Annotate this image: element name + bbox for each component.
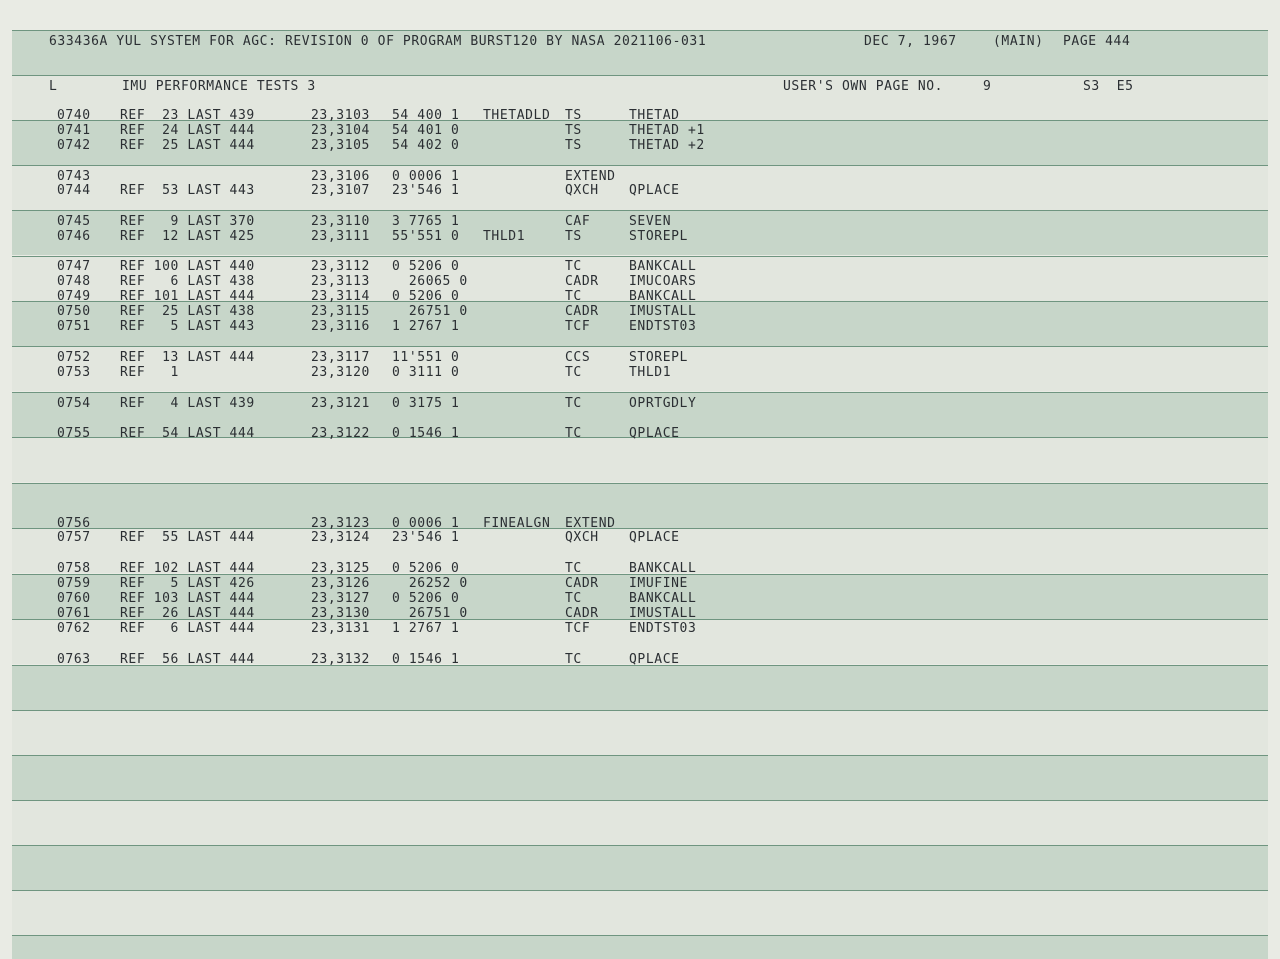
address: 23,3124 [311, 530, 370, 545]
octal-word: 3 7765 1 [392, 214, 460, 229]
operand: ENDTST03 [629, 319, 697, 334]
address: 23,3123 [311, 516, 370, 531]
address: 23,3112 [311, 259, 370, 274]
address: 23,3131 [311, 621, 370, 636]
line-number: 0761 [57, 606, 91, 621]
opcode: CADR [565, 304, 599, 319]
octal-word: 26252 0 [392, 576, 468, 591]
address: 23,3113 [311, 274, 370, 289]
octal-word: 0 0006 1 [392, 516, 460, 531]
band-rule [12, 528, 1268, 529]
operand: THETAD +1 [629, 123, 705, 138]
line-number: 0747 [57, 259, 91, 274]
line-number: 0756 [57, 516, 91, 531]
octal-word: 0 3111 0 [392, 365, 460, 380]
address: 23,3120 [311, 365, 370, 380]
line-number: 0759 [57, 576, 91, 591]
cross-reference: REF 1 [120, 365, 179, 380]
octal-word: 0 1546 1 [392, 652, 460, 667]
location-tag: FINEALGN [483, 516, 551, 531]
paper-band [12, 890, 1268, 935]
operand: THETAD [629, 108, 680, 123]
opcode: TC [565, 561, 582, 576]
band-rule [12, 890, 1268, 891]
opcode: QXCH [565, 183, 599, 198]
address: 23,3103 [311, 108, 370, 123]
opcode: TS [565, 123, 582, 138]
band-rule [12, 483, 1268, 484]
line-number: 0762 [57, 621, 91, 636]
operand: STOREPL [629, 229, 688, 244]
band-rule [12, 256, 1268, 257]
band-rule [12, 935, 1268, 936]
operand: BANKCALL [629, 591, 697, 606]
line-number: 0750 [57, 304, 91, 319]
opcode: EXTEND [565, 169, 616, 184]
opcode: CADR [565, 274, 599, 289]
paper-band [12, 710, 1268, 755]
opcode: TC [565, 426, 582, 441]
line-number: 0745 [57, 214, 91, 229]
octal-word: 0 5206 0 [392, 591, 460, 606]
listing-title: 633436A YUL SYSTEM FOR AGC: REVISION 0 OF PROGRAM BURST120 BY NASA 2021106-031 [49, 34, 707, 49]
octal-word: 54 402 0 [392, 138, 460, 153]
line-number: 0760 [57, 591, 91, 606]
octal-word: 11'551 0 [392, 350, 460, 365]
opcode: CAF [565, 214, 591, 229]
octal-word: 23'546 1 [392, 183, 460, 198]
paper-band [12, 437, 1268, 482]
paper-band [12, 800, 1268, 845]
operand: IMUCOARS [629, 274, 697, 289]
cross-reference: REF 24 LAST 444 [120, 123, 255, 138]
operand: BANKCALL [629, 259, 697, 274]
cross-reference: REF 25 LAST 444 [120, 138, 255, 153]
operand: ENDTST03 [629, 621, 697, 636]
cross-reference: REF 26 LAST 444 [120, 606, 255, 621]
line-number: 0755 [57, 426, 91, 441]
line-number: 0752 [57, 350, 91, 365]
line-number: 0751 [57, 319, 91, 334]
octal-word: 1 2767 1 [392, 621, 460, 636]
octal-word: 54 400 1 [392, 108, 460, 123]
octal-word: 23'546 1 [392, 530, 460, 545]
address: 23,3111 [311, 229, 370, 244]
opcode: TC [565, 591, 582, 606]
opcode: TS [565, 229, 582, 244]
address: 23,3130 [311, 606, 370, 621]
address: 23,3125 [311, 561, 370, 576]
opcode: CADR [565, 576, 599, 591]
band-rule [12, 346, 1268, 347]
address: 23,3105 [311, 138, 370, 153]
opcode: TC [565, 652, 582, 667]
paper-band [12, 483, 1268, 528]
sheet-codes: S3 E5 [1083, 79, 1134, 94]
cross-reference: REF 54 LAST 444 [120, 426, 255, 441]
address: 23,3126 [311, 576, 370, 591]
cross-reference: REF 6 LAST 438 [120, 274, 255, 289]
address: 23,3116 [311, 319, 370, 334]
line-number: 0757 [57, 530, 91, 545]
line-number: 0758 [57, 561, 91, 576]
operand: OPRTGDLY [629, 396, 697, 411]
band-rule [12, 165, 1268, 166]
band-rule [12, 710, 1268, 711]
address: 23,3117 [311, 350, 370, 365]
cross-reference: REF 12 LAST 425 [120, 229, 255, 244]
location-tag: THLD1 [483, 229, 526, 244]
cross-reference: REF 103 LAST 444 [120, 591, 255, 606]
operand: BANKCALL [629, 561, 697, 576]
user-page-number: 9 [983, 79, 992, 94]
paper-band [12, 935, 1268, 959]
opcode: TC [565, 259, 582, 274]
opcode: EXTEND [565, 516, 616, 531]
operand: QPLACE [629, 183, 680, 198]
octal-word: 26751 0 [392, 304, 468, 319]
operand: THETAD +2 [629, 138, 705, 153]
user-page-label: USER'S OWN PAGE NO. [783, 79, 944, 94]
line-number: 0749 [57, 289, 91, 304]
operand: QPLACE [629, 426, 680, 441]
cross-reference: REF 23 LAST 439 [120, 108, 255, 123]
address: 23,3110 [311, 214, 370, 229]
line-number: 0746 [57, 229, 91, 244]
line-number: 0742 [57, 138, 91, 153]
line-number: 0743 [57, 169, 91, 184]
operand: STOREPL [629, 350, 688, 365]
band-rule [12, 210, 1268, 211]
cross-reference: REF 6 LAST 444 [120, 621, 255, 636]
operand: QPLACE [629, 652, 680, 667]
paper-band [12, 845, 1268, 890]
operand: SEVEN [629, 214, 672, 229]
opcode: TS [565, 108, 582, 123]
octal-word: 26751 0 [392, 606, 468, 621]
octal-word: 0 3175 1 [392, 396, 460, 411]
band-rule [12, 392, 1268, 393]
cross-reference: REF 25 LAST 438 [120, 304, 255, 319]
cross-reference: REF 5 LAST 426 [120, 576, 255, 591]
cross-reference: REF 13 LAST 444 [120, 350, 255, 365]
location-tag: THETADLD [483, 108, 551, 123]
opcode: TC [565, 289, 582, 304]
opcode: TCF [565, 319, 591, 334]
cross-reference: REF 102 LAST 444 [120, 561, 255, 576]
paper-band [12, 665, 1268, 710]
subheader-mark: L [49, 79, 58, 94]
address: 23,3115 [311, 304, 370, 319]
opcode: QXCH [565, 530, 599, 545]
operand: BANKCALL [629, 289, 697, 304]
band-rule [12, 75, 1268, 76]
octal-word: 26065 0 [392, 274, 468, 289]
operand: QPLACE [629, 530, 680, 545]
operand: IMUFINE [629, 576, 688, 591]
line-number: 0741 [57, 123, 91, 138]
octal-word: 54 401 0 [392, 123, 460, 138]
address: 23,3107 [311, 183, 370, 198]
line-number: 0748 [57, 274, 91, 289]
address: 23,3127 [311, 591, 370, 606]
octal-word: 0 5206 0 [392, 561, 460, 576]
band-rule [12, 800, 1268, 801]
operand: IMUSTALL [629, 606, 697, 621]
opcode: TC [565, 396, 582, 411]
paper-band [12, 755, 1268, 800]
cross-reference: REF 100 LAST 440 [120, 259, 255, 274]
line-number: 0753 [57, 365, 91, 380]
section-title: IMU PERFORMANCE TESTS 3 [122, 79, 316, 94]
octal-word: 55'551 0 [392, 229, 460, 244]
cross-reference: REF 4 LAST 439 [120, 396, 255, 411]
opcode: TC [565, 365, 582, 380]
octal-word: 0 1546 1 [392, 426, 460, 441]
address: 23,3132 [311, 652, 370, 667]
address: 23,3106 [311, 169, 370, 184]
octal-word: 0 0006 1 [392, 169, 460, 184]
line-number: 0744 [57, 183, 91, 198]
cross-reference: REF 9 LAST 370 [120, 214, 255, 229]
line-number: 0754 [57, 396, 91, 411]
address: 23,3121 [311, 396, 370, 411]
cross-reference: REF 56 LAST 444 [120, 652, 255, 667]
opcode: TCF [565, 621, 591, 636]
opcode: TS [565, 138, 582, 153]
operand: IMUSTALL [629, 304, 697, 319]
opcode: CADR [565, 606, 599, 621]
octal-word: 0 5206 0 [392, 259, 460, 274]
cross-reference: REF 101 LAST 444 [120, 289, 255, 304]
octal-word: 1 2767 1 [392, 319, 460, 334]
band-rule [12, 845, 1268, 846]
band-rule [12, 755, 1268, 756]
octal-word: 0 5206 0 [392, 289, 460, 304]
address: 23,3122 [311, 426, 370, 441]
address: 23,3104 [311, 123, 370, 138]
line-number: 0763 [57, 652, 91, 667]
cross-reference: REF 53 LAST 443 [120, 183, 255, 198]
address: 23,3114 [311, 289, 370, 304]
listing-page-number: PAGE 444 [1063, 34, 1131, 49]
line-number: 0740 [57, 108, 91, 123]
opcode: CCS [565, 350, 591, 365]
band-rule [12, 30, 1268, 31]
cross-reference: REF 5 LAST 443 [120, 319, 255, 334]
listing-date: DEC 7, 1967 [864, 34, 957, 49]
cross-reference: REF 55 LAST 444 [120, 530, 255, 545]
listing-main: (MAIN) [993, 34, 1044, 49]
operand: THLD1 [629, 365, 672, 380]
